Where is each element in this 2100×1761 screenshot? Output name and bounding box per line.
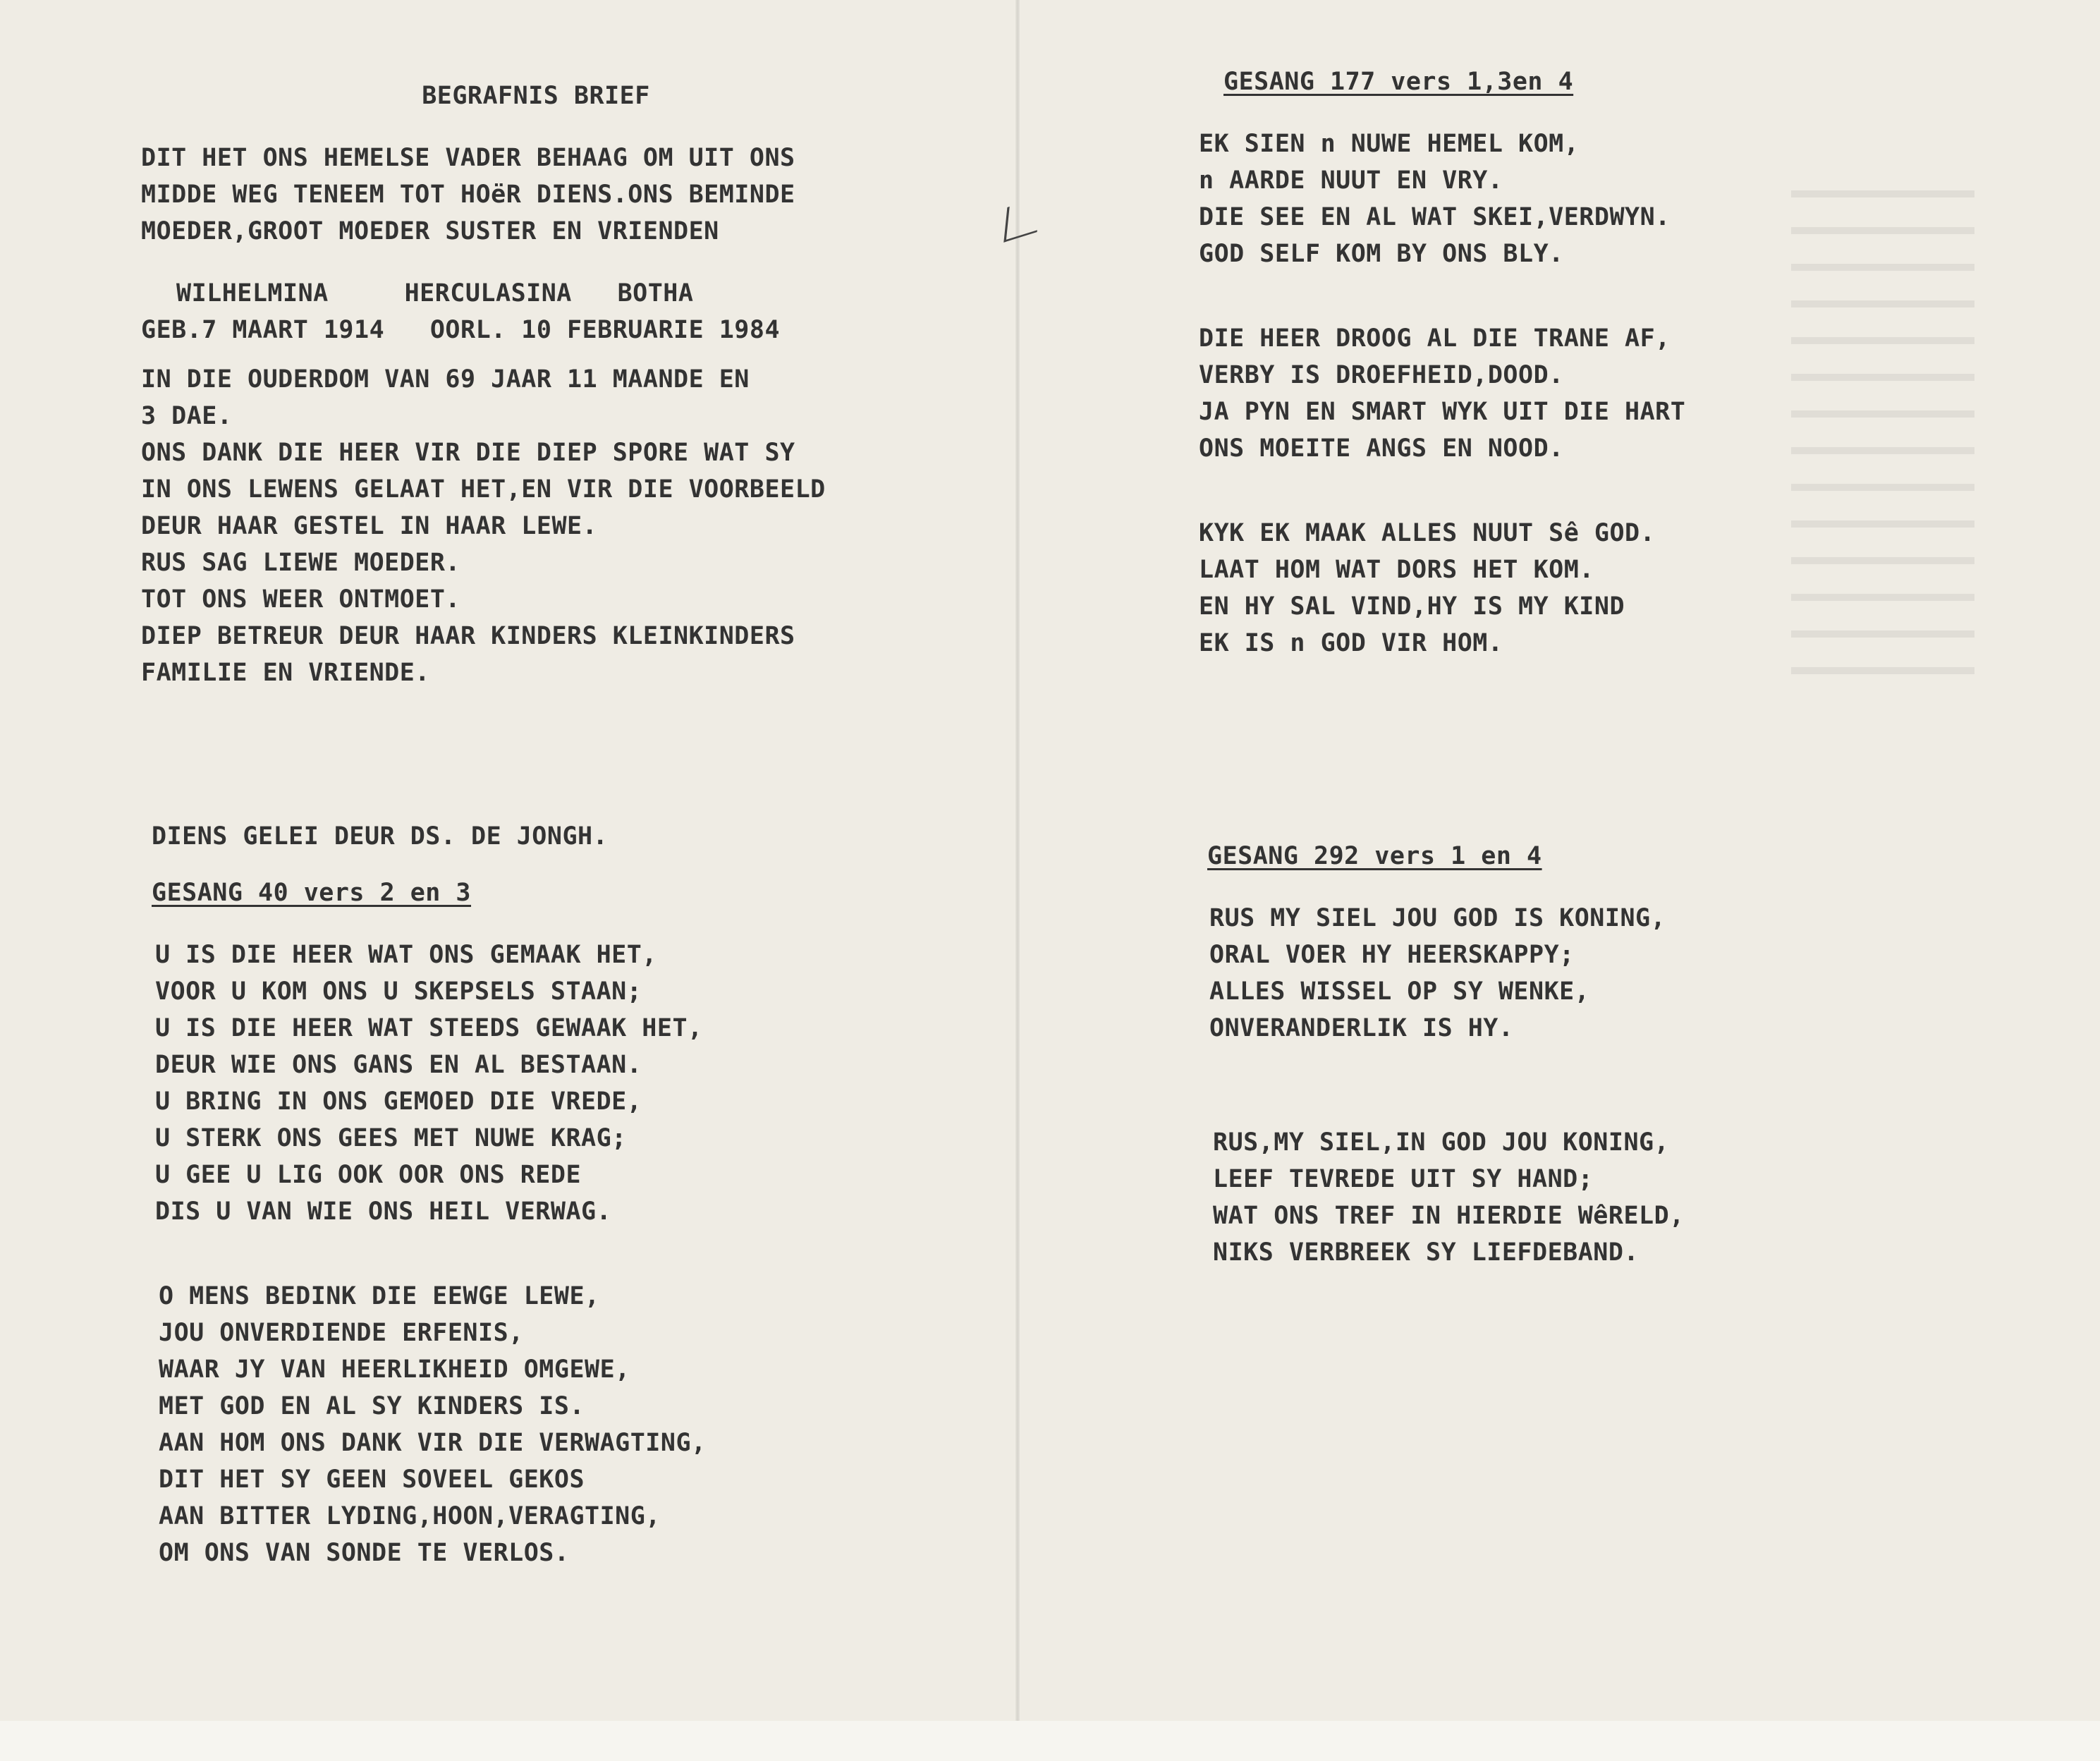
- intro-line: MIDDE WEG TENEEM TOT HOëR DIENS.ONS BEMINDE: [141, 181, 795, 209]
- deceased-names: WILHELMINA HERCULASINA BOTHA: [176, 279, 694, 307]
- verse-line: ONS MOEITE ANGS EN NOOD.: [1199, 434, 1564, 463]
- verse-line: U IS DIE HEER WAT STEEDS GEWAAK HET,: [155, 1014, 703, 1042]
- hymn-verse: [1199, 126, 1974, 272]
- intro-paragraph: [141, 140, 966, 250]
- verse-line: JA PYN EN SMART WYK UIT DIE HART: [1199, 398, 1686, 426]
- hymn-verse: [1199, 900, 1974, 1047]
- verse-line: RUS MY SIEL JOU GOD IS KONING,: [1209, 904, 1666, 932]
- verse-line: DEUR WIE ONS GANS EN AL BESTAAN.: [155, 1051, 642, 1079]
- verse-line: DIE SEE EN AL WAT SKEI,VERDWYN.: [1199, 203, 1671, 231]
- pen-tick-mark: [1003, 197, 1040, 243]
- verse-line: VERBY IS DROEFHEID,DOOD.: [1199, 361, 1564, 389]
- tribute-line: RUS SAG LIEWE MOEDER.: [141, 549, 461, 577]
- verse-line: U STERK ONS GEES MET NUWE KRAG;: [155, 1124, 627, 1152]
- verse-line: WAAR JY VAN HEERLIKHEID OMGEWE,: [159, 1355, 630, 1384]
- tribute-line: FAMILIE EN VRIENDE.: [141, 659, 430, 687]
- tribute-line: ONS DANK DIE HEER VIR DIE DIEP SPORE WAT SY: [141, 439, 795, 467]
- verse-line: U BRING IN ONS GEMOED DIE VREDE,: [155, 1087, 642, 1116]
- hymn-verse: [141, 1278, 966, 1571]
- left-page: [141, 78, 966, 1571]
- verse-line: RUS,MY SIEL,IN GOD JOU KONING,: [1213, 1128, 1670, 1157]
- hymn-title: GESANG 292 vers 1 en 4: [1207, 842, 1542, 870]
- verse-line: VOOR U KOM ONS U SKEPSELS STAAN;: [155, 977, 642, 1006]
- tribute-line: 3 DAE.: [141, 402, 233, 430]
- tribute-line: DEUR HAAR GESTEL IN HAAR LEWE.: [141, 512, 598, 540]
- verse-line: DIE HEER DROOG AL DIE TRANE AF,: [1199, 324, 1671, 353]
- scan-margin: [0, 1721, 2100, 1761]
- verse-line: AAN HOM ONS DANK VIR DIE VERWAGTING,: [159, 1429, 707, 1457]
- verse-line: DIT HET SY GEEN SOVEEL GEKOS: [159, 1466, 585, 1494]
- hymn-verse: [141, 937, 966, 1230]
- verse-line: ORAL VOER HY HEERSKAPPY;: [1209, 941, 1575, 969]
- verse-line: GOD SELF KOM BY ONS BLY.: [1199, 240, 1564, 268]
- verse-line: KYK EK MAAK ALLES NUUT Sê GOD.: [1199, 519, 1656, 547]
- verse-line: ONVERANDERLIK IS HY.: [1209, 1014, 1514, 1042]
- tribute-line: TOT ONS WEER ONTMOET.: [141, 585, 461, 614]
- verse-line: MET GOD EN AL SY KINDERS IS.: [159, 1392, 585, 1420]
- hymn-title: GESANG 177 vers 1,3en 4: [1223, 68, 1574, 96]
- verse-line: O MENS BEDINK DIE EEWGE LEWE,: [159, 1282, 600, 1310]
- hymn-verse: [1199, 1124, 1974, 1271]
- verse-line: AAN BITTER LYDING,HOON,VERAGTING,: [159, 1502, 661, 1530]
- verse-line: U IS DIE HEER WAT ONS GEMAAK HET,: [155, 941, 657, 969]
- verse-line: NIKS VERBREEK SY LIEFDEBAND.: [1213, 1238, 1640, 1267]
- tribute-line: IN DIE OUDERDOM VAN 69 JAAR 11 MAANDE EN: [141, 365, 750, 394]
- right-page: [1199, 63, 1974, 1271]
- verse-line: U GEE U LIG OOK OOR ONS REDE: [155, 1161, 582, 1189]
- verse-line: EK SIEN n NUWE HEMEL KOM,: [1199, 130, 1580, 158]
- verse-line: LAAT HOM WAT DORS HET KOM.: [1199, 556, 1594, 584]
- verse-line: EK IS n GOD VIR HOM.: [1199, 629, 1503, 657]
- verse-line: OM ONS VAN SONDE TE VERLOS.: [159, 1539, 570, 1567]
- birth-death-dates: GEB.7 MAART 1914 OORL. 10 FEBRUARIE 1984: [141, 316, 781, 344]
- tribute-line: DIEP BETREUR DEUR HAAR KINDERS KLEINKINDERS: [141, 622, 795, 650]
- hymn-verse: [1199, 515, 1974, 662]
- hymn-title: GESANG 40 vers 2 en 3: [152, 879, 472, 907]
- hymn-verse: [1199, 320, 1974, 467]
- tribute-paragraph: [141, 361, 966, 691]
- verse-line: LEEF TEVREDE UIT SY HAND;: [1213, 1165, 1594, 1193]
- verse-line: DIS U VAN WIE ONS HEIL VERWAG.: [155, 1198, 612, 1226]
- verse-line: ALLES WISSEL OP SY WENKE,: [1209, 977, 1590, 1006]
- service-leader: DIENS GELEI DEUR DS. DE JONGH.: [152, 822, 609, 851]
- intro-line: MOEDER,GROOT MOEDER SUSTER EN VRIENDEN: [141, 217, 719, 245]
- verse-line: JOU ONVERDIENDE ERFENIS,: [159, 1319, 524, 1347]
- verse-line: n AARDE NUUT EN VRY.: [1199, 166, 1503, 195]
- intro-line: DIT HET ONS HEMELSE VADER BEHAAG OM UIT ONS: [141, 144, 795, 172]
- document-title: BEGRAFNIS BRIEF: [422, 82, 650, 110]
- tribute-line: IN ONS LEWENS GELAAT HET,EN VIR DIE VOORBEELD: [141, 475, 826, 504]
- verse-line: WAT ONS TREF IN HIERDIE WêRELD,: [1213, 1202, 1685, 1230]
- verse-line: EN HY SAL VIND,HY IS MY KIND: [1199, 592, 1625, 621]
- page-fold: [1015, 0, 1020, 1761]
